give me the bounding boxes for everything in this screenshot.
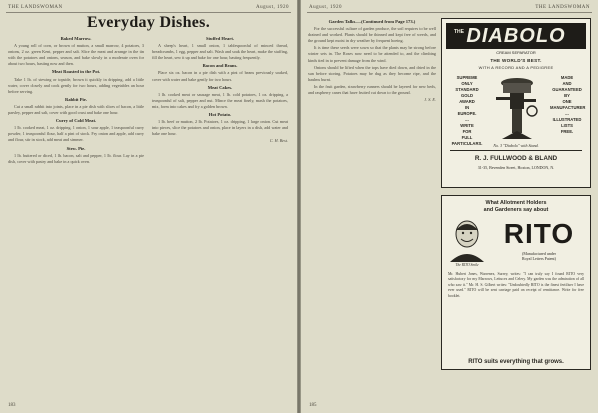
- diabolo-address: 31-35, Bevenden Street, Hoxton, LONDON, N.: [477, 165, 555, 170]
- diabolo-tagline: THE WORLD'S BEST.: [490, 58, 542, 63]
- rito-smiling-man-portrait: [448, 218, 486, 262]
- diabolo-left-text: SUPREME ONLY STANDARD GOLD AWARD IN EUROPE. ... WRITE FOR FULL PARTICULARS.: [451, 75, 483, 146]
- recipe-heading: Baked Marrow.: [60, 36, 92, 41]
- recipe-text: 1 lb. cooked meat or sausage meat, 1 lb. cold potatoes, 1 oz. dripping, a teaspoonful of salt, pepper and nut. Mince the meat finely, mash the potatoes, mix, form into cakes and fry a golden brown.: [152, 91, 288, 109]
- header-rule: [6, 12, 291, 13]
- recipe-heading: Bacon and Beans.: [202, 63, 238, 69]
- recipe-text: 1 lb. cooked meat, 1 oz. dripping, 1 onion, 1 sour apple, 1 teaspoonful curry powder, 1 teaspoonful flour, half a pint of stock. Fry onion and apple, add curry and flour, stir in stock, add meat and simmer.: [8, 125, 144, 143]
- recipe-text: 1 lb. buttered or diced, 1 lb. bacon, salt and pepper, 1 lb. flour. Lay in a pie dish, cover with pastry and bake in a quick oven.: [8, 152, 144, 164]
- page-title: Everyday Dishes.: [86, 14, 211, 31]
- recipe-heading: Hot Potato.: [208, 112, 232, 118]
- rito-portrait-caption: The RITO Smile: [455, 263, 479, 267]
- recipe-text: A young roll of corn, or brown of mutton, a small marrow, 4 potatoes, 3 onions, 2 oz. green Kent, pepper and salt. Slice the meat and arrange in the tin with the potatoes and onions, season, and bake slowly in a moderate oven for about two hours, basting now and then.: [8, 43, 144, 67]
- cream-separator-illustration: [492, 75, 542, 141]
- page-number-right: 185: [309, 403, 317, 408]
- diabolo-brand: DIABOLO: [466, 25, 566, 47]
- diabolo-tagline-2: WITH A RECORD AND A PEDIGREE: [478, 65, 554, 70]
- right-page: [301, 0, 598, 413]
- diabolo-brand-banner: [446, 23, 586, 49]
- article-text: For the successful culture of garden produce, the soil requires to be well drained and worked. Plants should be thinned and kept free of weeds, and the ground kept moist in dry weather by frequent hoeing.: [308, 26, 436, 44]
- article-text: Onions should be lifted when the tops have died down, and dried in the sun before storing. Potatoes may be dug as they become ripe, and the haulms burnt.: [308, 64, 436, 82]
- recipe-heading: Stuffed Heart.: [205, 36, 235, 41]
- recipe-text: 1 lb. beef or mutton, 2 lb. Potatoes, 1 oz. dripping, 1 large onion. Cut meat into pieces, slice the potatoes and onion, place in layers in a dish, add water and bake one hour.: [152, 119, 288, 137]
- article-text: It is time these seeds were sown so that the plants may be strong before winter sets in. The Roses now need to be attended to, and the climbing kinds tied in to prevent damage from the wind.: [308, 45, 436, 63]
- diabolo-divider: [450, 150, 582, 151]
- diabolo-advertisement: [441, 18, 591, 188]
- recipe-heading: Rabbit Pie.: [65, 96, 87, 102]
- garden-talks-column: [308, 17, 436, 392]
- rito-slogan: RITO suits everything that grows.: [468, 359, 564, 365]
- recipe-text: A sheep's heart, 1 small onion, 1 tablespoonful of minced thread, breadcrumbs, 1 egg, pepper and salt. Wash and soak the heart, make the stuffing, fill the heart, sew it up and bake for one hour, basting frequently.: [152, 43, 288, 61]
- recipe-column-1: [8, 34, 144, 394]
- left-page: [0, 0, 297, 413]
- recipe-heading: Curry of Cold Meat.: [55, 118, 97, 124]
- recipe-column-2: [152, 34, 288, 394]
- recipe-text: Place six oz. bacon in a pie dish with a pint of beans previously soaked, cover with water and bake gently for two hours.: [152, 70, 288, 82]
- article-text: In the fruit garden, strawberry runners should be layered for new beds, and raspberry canes that have fruited cut down to the ground.: [308, 83, 436, 96]
- article-heading: Garden Talks.—(Continued from Page 173.): [328, 19, 416, 24]
- page-number-left: 183: [8, 403, 16, 408]
- rito-headline: What Allotment Holders and Gardeners say about: [483, 200, 549, 213]
- running-head-left: THE LANDSWOMAN: [8, 5, 63, 10]
- recipe-text: Cut a small rabbit into joints, place in a pie dish with slices of bacon, a little parsley, pepper and salt, cover with good crust and bake one hour.: [8, 103, 144, 116]
- author-signature: C. H. Best.: [269, 138, 288, 144]
- diabolo-company: R. J. FULLWOOD & BLAND: [474, 155, 558, 162]
- rito-patent-line: (Manufactured under Royal Letters Patent): [522, 251, 556, 262]
- diabolo-image-caption: No. 3 "Diabolo" with Stand.: [493, 143, 539, 148]
- rito-advertisement: [441, 195, 591, 370]
- recipe-heading: Meat Roasted in the Pot.: [51, 69, 101, 75]
- diabolo-right-text: MADE AND GUARANTEED BY ONE MANUFACTURER ... ILLUSTRATED LISTS FREE.: [550, 75, 586, 134]
- header-rule: [307, 12, 592, 13]
- diabolo-the-label: THE: [454, 29, 464, 35]
- recipe-text: Take 1 lb. of stewing or topside, brown it quickly in dripping, add a little water, cover closely and cook gently for two hours, adding vegetables an hour before serving.: [8, 76, 144, 94]
- recipe-heading: Stew. Pie.: [66, 145, 86, 151]
- diabolo-subtitle: CREAM SEPARATOR: [496, 50, 536, 55]
- rito-testimonials: Mr. Hubert Jones, Warrenex, Surrey, writes: "I can truly say I found RITO very satisfactory for my Marrows, Lettuces and Celery. My garden was the admiration of all who saw it." Mr. H. S. Gilbert writes: "Undoubtedly RITO is the finest fertiliser I have ever used." RITO will be sent carriage paid on receipt of remittance. Write for free booklet.: [448, 272, 584, 298]
- running-head-right: THE LANDSWOMAN: [535, 5, 590, 10]
- running-head-date: August, 1920: [309, 5, 342, 10]
- rito-brand: RITO: [503, 218, 575, 249]
- recipe-heading: Meat Cakes.: [207, 84, 233, 90]
- author-signature: J. S. E.: [424, 97, 436, 103]
- running-head-date: August, 1920: [256, 5, 289, 10]
